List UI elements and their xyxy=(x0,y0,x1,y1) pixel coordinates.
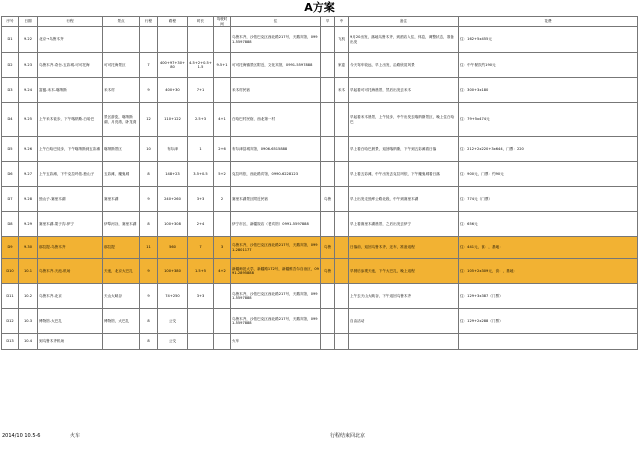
cell-b: 乌鲁 xyxy=(321,237,335,259)
cell-no: D2 xyxy=(2,53,19,78)
cell-date: 10.3 xyxy=(19,309,38,334)
cell-cost: 住：656元 xyxy=(459,212,638,237)
cell-note: 日落前，返回乌鲁木齐，还车，准备返程 xyxy=(349,237,459,259)
cell-no: D11 xyxy=(2,284,19,309)
cell-sights: 那拉提 xyxy=(103,237,140,259)
cell-drive: 5+2 xyxy=(214,162,231,187)
cell-b xyxy=(321,334,335,350)
cell-date: 10.4 xyxy=(19,334,38,350)
cell-dist: 公交 xyxy=(158,334,188,350)
cell-days: 8 xyxy=(140,162,158,187)
col-stay: 住 xyxy=(231,17,321,27)
col-no: 序号 xyxy=(2,17,19,27)
cell-duration: 3+3 xyxy=(188,284,214,309)
cell-b xyxy=(321,284,335,309)
cell-route: 乌鲁木齐-奇台-五彩城-可可托海 xyxy=(38,53,103,78)
cell-duration: 3.5+0.5 xyxy=(188,162,214,187)
cell-date: 9.28 xyxy=(19,187,38,212)
cell-days: 8 xyxy=(140,212,158,237)
cell-date: 9.29 xyxy=(19,212,38,237)
cell-b: 乌鲁 xyxy=(321,187,335,212)
cell-dist: 560 xyxy=(158,237,188,259)
cell-date: 10.1 xyxy=(19,259,38,284)
table-row xyxy=(2,309,638,334)
cell-drive: 3 xyxy=(214,237,231,259)
cell-route: 赛里木湖-果子沟-伊宁 xyxy=(38,212,103,237)
col-lunch: 中 xyxy=(335,17,349,27)
cell-sights: 天池，北京大巴扎 xyxy=(103,259,140,284)
cell-route: 上午五彩滩，下午克拉玛依-独山子 xyxy=(38,162,103,187)
cell-dist: 公交 xyxy=(158,309,188,334)
cell-cost: 住：441元，食：，基地： xyxy=(459,237,638,259)
cell-stay: 禾木村民宿 xyxy=(231,78,321,103)
cell-cost: 住：774元（门票） xyxy=(459,187,638,212)
cell-days: 11 xyxy=(140,237,158,259)
cell-days: 9 xyxy=(140,78,158,103)
cell-stay: 赛里木湖景区附近民宿 xyxy=(231,187,321,212)
cell-note: 今天驾车较远，早上出发，沿路欣赏风景 xyxy=(349,53,459,78)
cell-dist: 74+250 xyxy=(158,284,188,309)
cell-no: D12 xyxy=(2,309,19,334)
cell-duration: 4.5+2+0.5+1.5 xyxy=(188,53,214,78)
cell-sights: 禾木村 xyxy=(103,78,140,103)
cell-sights: 喀纳斯景区 xyxy=(103,137,140,162)
cell-note xyxy=(349,334,459,350)
cell-date: 9.27 xyxy=(19,162,38,187)
cell-route: 上午白哈巴徒步，下午喀纳斯到五彩滩 xyxy=(38,137,103,162)
cell-days: 9 xyxy=(140,187,158,212)
cell-note: 早餐后参观天池，下午大巴扎，晚上返程 xyxy=(349,259,459,284)
cell-no: D5 xyxy=(2,137,19,162)
cell-b xyxy=(321,309,335,334)
cell-l: 飞机 xyxy=(335,27,349,53)
cell-no: D9 xyxy=(2,237,19,259)
itinerary-table xyxy=(1,16,638,350)
cell-drive: 9.5+1 xyxy=(214,53,231,78)
cell-route: 到乌鲁木齐机场 xyxy=(38,334,103,350)
cell-sights: 博物馆，大巴扎 xyxy=(103,309,140,334)
cell-no: D10 xyxy=(2,259,19,284)
cell-cost xyxy=(459,334,638,350)
table-row xyxy=(2,162,638,187)
cell-no: D3 xyxy=(2,78,19,103)
cell-days: 8 xyxy=(140,309,158,334)
header-row xyxy=(2,17,638,27)
cell-b xyxy=(321,103,335,137)
cell-route: 乌鲁木齐-天池-机场 xyxy=(38,259,103,284)
cell-note: 早上出发走独库公路北段，中午到赛里木湖 xyxy=(349,187,459,212)
cell-drive xyxy=(214,284,231,309)
cell-days: 8 xyxy=(140,334,158,350)
cell-note: 早上看白哈巴晨景，返回喀纳斯，下午到五彩滩看日落 xyxy=(349,137,459,162)
table-row xyxy=(2,78,638,103)
cell-dist: 100+380 xyxy=(158,259,188,284)
cell-l xyxy=(335,259,349,284)
cell-days: 9 xyxy=(140,259,158,284)
cell-dist: 148+23 xyxy=(158,162,188,187)
cell-duration: 2.5+3 xyxy=(188,103,214,137)
cell-route: 乌鲁木齐-北京 xyxy=(38,284,103,309)
cell-note: 早上看五彩滩，中午出发去克拉玛依，下午魔鬼城看日落 xyxy=(349,162,459,187)
cell-cost: 住：129+3x387（门票） xyxy=(459,284,638,309)
cell-duration: 7+1 xyxy=(188,78,214,103)
cell-cost: 住：162+5x455元 xyxy=(459,27,638,53)
cell-days: 12 xyxy=(140,103,158,137)
cell-no: D1 xyxy=(2,27,19,53)
table-row xyxy=(2,103,638,137)
cell-duration: 3+3 xyxy=(188,187,214,212)
cell-l xyxy=(335,334,349,350)
cell-sights: 伊犁河谷，赛里木湖 xyxy=(103,212,140,237)
cell-drive: 4+2 xyxy=(214,259,231,284)
cell-drive: 2 xyxy=(214,187,231,212)
table-row xyxy=(2,259,638,284)
cell-dist: 400+97+30+80 xyxy=(158,53,188,78)
cell-drive xyxy=(214,334,231,350)
cell-cost: 住：中午餐饮约190元 xyxy=(459,53,638,78)
col-days: 行程 xyxy=(140,17,158,27)
cell-duration: 7 xyxy=(188,237,214,259)
cell-l xyxy=(335,187,349,212)
cell-l: 禾木 xyxy=(335,78,349,103)
cell-route: 独山子-赛里木湖 xyxy=(38,187,103,212)
cell-route: 富蕴-禾木-喀纳斯 xyxy=(38,78,103,103)
col-duration: 时长 xyxy=(188,17,214,27)
cell-note: 早上看赛里木湖晨景，之后出发去伊宁 xyxy=(349,212,459,237)
footer-mid: 火车 xyxy=(70,433,81,439)
cell-b xyxy=(321,53,335,78)
itinerary-rows xyxy=(2,27,638,350)
cell-dist: 240+260 xyxy=(158,187,188,212)
cell-cost: 住：900元，门票：约90元 xyxy=(459,162,638,187)
cell-b xyxy=(321,27,335,53)
cell-duration xyxy=(188,27,214,53)
cell-days: 10 xyxy=(140,137,158,162)
cell-note: 上午去天山大峡谷，下午返回乌鲁木齐 xyxy=(349,284,459,309)
cell-sights: 赛里木湖 xyxy=(103,187,140,212)
cell-drive xyxy=(214,309,231,334)
cell-route: 博物馆-大巴扎 xyxy=(38,309,103,334)
cell-sights: 景区游览，喀纳斯湖，月亮湾，卧龙湾 xyxy=(103,103,140,137)
cell-date: 9.23 xyxy=(19,53,38,78)
cell-dist: 布尔津 xyxy=(158,137,188,162)
cell-note: 自由活动 xyxy=(349,309,459,334)
cell-route: 北京→乌鲁木齐 xyxy=(38,27,103,53)
cell-b xyxy=(321,212,335,237)
cell-cost: 住：300+3x180 xyxy=(459,78,638,103)
cell-stay: 伊宁市区，新疆饭店（老宾馆）0991-5597888 xyxy=(231,212,321,237)
cell-dist: 110+122 xyxy=(158,103,188,137)
sheet-title: A方案 xyxy=(304,1,335,14)
cell-cost: 住：212+2x220+3x644，门票：220 xyxy=(459,137,638,162)
col-route: 行程 xyxy=(38,17,103,27)
cell-cost: 住：79+5x474元 xyxy=(459,103,638,137)
col-dist: 路程 xyxy=(158,17,188,27)
cell-no: D8 xyxy=(2,212,19,237)
cell-duration: 1 xyxy=(188,137,214,162)
col-notes: 备注 xyxy=(349,17,459,27)
cell-sights xyxy=(103,27,140,53)
cell-note: 9月20出发，落地乌鲁木齐，到酒店入住，休息，调整状态，准备出发 xyxy=(349,27,459,53)
cell-stay: 乌鲁木齐，沙依巴克区西北路217号，天鹅宾馆，0991-5597888 xyxy=(231,284,321,309)
cell-l xyxy=(335,103,349,137)
cell-stay: 乌鲁木齐，沙依巴克区西北路217号，天鹅宾馆，0991-2801177 xyxy=(231,237,321,259)
cell-note: 早起看禾木晨景，上午徒步，中午出发去喀纳斯景区，晚上住白哈巴 xyxy=(349,103,459,137)
cell-l xyxy=(335,162,349,187)
cell-no: D6 xyxy=(2,162,19,187)
cell-l: 家宴 xyxy=(335,53,349,78)
cell-stay: 新疆师范大学，新疆路172号，新疆维吾尔自治区，0991-2895888 xyxy=(231,259,321,284)
cell-date: 9.25 xyxy=(19,103,38,137)
cell-duration: 2+4 xyxy=(188,212,214,237)
cell-route: 那拉提-乌鲁木齐 xyxy=(38,237,103,259)
cell-drive: 4+1 xyxy=(214,103,231,137)
cell-sights: 五彩滩，魔鬼城 xyxy=(103,162,140,187)
cell-dist xyxy=(158,27,188,53)
cell-days: 7 xyxy=(140,53,158,78)
cell-l xyxy=(335,309,349,334)
footer-right: 行程结束回北京 xyxy=(330,433,366,439)
col-drive: 驾驶时间 xyxy=(214,17,231,27)
cell-sights: 天山大峡谷 xyxy=(103,284,140,309)
cell-drive xyxy=(214,212,231,237)
table-row xyxy=(2,187,638,212)
cell-no: D4 xyxy=(2,103,19,137)
table-row xyxy=(2,27,638,53)
cell-l xyxy=(335,284,349,309)
cell-date: 9.30 xyxy=(19,237,38,259)
col-cost: 花费 xyxy=(459,17,638,27)
cell-b: 乌鲁 xyxy=(321,259,335,284)
cell-cost: 住：105+2x309元，食：，基地： xyxy=(459,259,638,284)
table-row xyxy=(2,53,638,78)
cell-date: 9.24 xyxy=(19,78,38,103)
table-row xyxy=(2,334,638,350)
cell-stay: 克拉玛依，西北路宾馆，0990-6228123 xyxy=(231,162,321,187)
table-row xyxy=(2,284,638,309)
cell-days: 9 xyxy=(140,284,158,309)
cell-cost: 住：129+2x288（门票） xyxy=(459,309,638,334)
cell-drive: 2+6 xyxy=(214,137,231,162)
cell-stay: 乌鲁木齐，沙依巴克区西北路217号，天鹅宾馆，0991-5597888 xyxy=(231,27,321,53)
cell-l xyxy=(335,212,349,237)
cell-duration xyxy=(188,334,214,350)
footer-left: 2014/10 10.5-6 xyxy=(2,433,41,439)
cell-stay: 火车 xyxy=(231,334,321,350)
cell-l xyxy=(335,137,349,162)
cell-no: D7 xyxy=(2,187,19,212)
table-row xyxy=(2,237,638,259)
cell-b xyxy=(321,137,335,162)
cell-route: 上午禾木徒步，下午喀纳斯-白哈巴 xyxy=(38,103,103,137)
cell-date: 9.22 xyxy=(19,27,38,53)
table-row xyxy=(2,137,638,162)
col-breakfast: 早 xyxy=(321,17,335,27)
cell-sights xyxy=(103,334,140,350)
cell-days xyxy=(140,27,158,53)
table-row xyxy=(2,212,638,237)
col-sights: 景点 xyxy=(103,17,140,27)
col-date: 日期 xyxy=(19,17,38,27)
cell-stay: 可可托海镇景区附近，文化宾馆，0991-5597888 xyxy=(231,53,321,78)
cell-sights: 可可托海景区 xyxy=(103,53,140,78)
cell-drive xyxy=(214,27,231,53)
cell-note: 早起看可可托海晨景，然后出发去禾木 xyxy=(349,78,459,103)
cell-drive xyxy=(214,78,231,103)
cell-b xyxy=(321,162,335,187)
cell-stay: 白哈巴村民宿，西北第一村 xyxy=(231,103,321,137)
cell-date: 10.2 xyxy=(19,284,38,309)
cell-b xyxy=(321,78,335,103)
cell-dist: 100+308 xyxy=(158,212,188,237)
cell-duration: 1.5+5 xyxy=(188,259,214,284)
cell-l xyxy=(335,237,349,259)
cell-dist: 400+30 xyxy=(158,78,188,103)
cell-duration xyxy=(188,309,214,334)
cell-stay: 乌鲁木齐，沙依巴克区西北路217号，天鹅宾馆，0991-5597888 xyxy=(231,309,321,334)
cell-stay: 布尔津县城宾馆，0906-6515888 xyxy=(231,137,321,162)
footer xyxy=(0,432,639,446)
cell-no: D13 xyxy=(2,334,19,350)
cell-date: 9.26 xyxy=(19,137,38,162)
